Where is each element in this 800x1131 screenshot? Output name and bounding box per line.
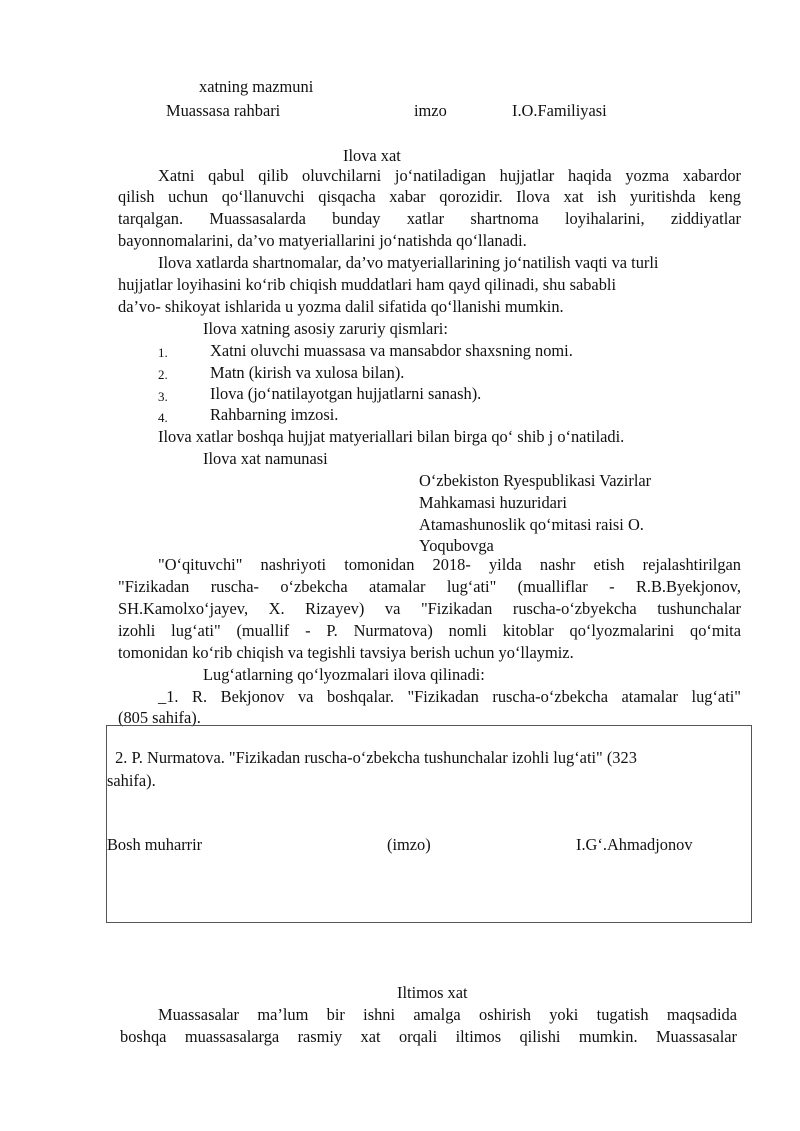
boxed-section (106, 725, 752, 923)
addressee-line: O‘zbekiston Ryespublikasi Vazirlar (419, 471, 652, 490)
list-text: Matn (kirish va xulosa bilan). (210, 363, 405, 382)
attachment-item-2-line: sahifa). (107, 771, 156, 790)
text-line: bayonnomalarini, da’vo matyeriallarini jo‘natishda qo‘llanadi. (118, 231, 527, 250)
signature-role: Muassasa rahbari (166, 101, 281, 120)
text-line: (805 sahifa). (118, 708, 201, 727)
text-line: "O‘qituvchi" nashriyoti tomonidan 2018- yilda nashr etish rejalashtirilgan (158, 555, 741, 574)
list-text: Xatni oluvchi muassasa va mansabdor shaxsning nomi. (210, 341, 573, 360)
parts-heading: Ilova xatning asosiy zaruriy qismlari: (203, 319, 448, 338)
addressee-line: Atamashunoslik qo‘mitasi raisi O. (419, 515, 644, 534)
sign-name: I.G‘.Ahmadjonov (576, 835, 693, 854)
addressee-line: Yoqubovga (419, 536, 494, 555)
text-line: SH.Kamolxo‘jayev, X. Rizayev) va "Fizikadan ruscha-o‘zbyekcha tushunchalar (118, 599, 741, 618)
text-line: boshqa muassasalarga rasmiy xat orqali iltimos qilishi mumkin. Muassasalar (120, 1027, 737, 1046)
signature-sign: imzo (414, 101, 447, 120)
sign-role: Bosh muharrir (107, 835, 203, 854)
text-line: hujjatlar loyihasini ko‘rib chiqish muddatlari ham qayd qilinadi, shu sababli (118, 275, 617, 294)
addressee-line: Mahkamasi huzuridari (419, 493, 567, 512)
list-text: Rahbarning imzosi. (210, 405, 339, 424)
text-line: izohli lug‘ati" (muallif - P. Nurmatova) nomli kitoblar qo‘lyozmalarini qo‘mita (118, 621, 741, 640)
attachment-item-2-line: 2. P. Nurmatova. "Fizikadan ruscha-o‘zbekcha tushunchalar izohli lug‘ati" (323 (111, 748, 637, 767)
sent-together-note: Ilova xatlar boshqa hujjat matyeriallari bilan birga qo‘ shib j o‘natiladi. (158, 427, 625, 446)
text-line: _1. R. Bekjonov va boshqalar. "Fizikadan ruscha-o‘zbekcha atamalar lug‘ati" (158, 687, 741, 706)
attachments-heading: Lug‘atlarning qo‘lyozmalari ilova qilinadi: (203, 665, 485, 684)
list-number: 3. (158, 389, 168, 404)
text-line: da’vo- shikoyat ishlarida u yozma dalil sifatida qo‘llanishi mumkin. (118, 297, 564, 316)
text-line: Muassasalar ma’lum bir ishni amalga oshirish yoki tugatish maqsadida (158, 1005, 737, 1024)
signature-name: I.O.Familiyasi (512, 101, 607, 120)
text-line: qilish uchun qo‘llanuvchi qisqacha xabar qorozidir. Ilova xat ish yuritishda keng (118, 187, 741, 206)
text-line: Ilova xatlarda shartnomalar, da’vo matyeriallarining jo‘natilish vaqti va turli (158, 253, 659, 272)
list-number: 1. (158, 345, 168, 360)
text-line: "Fizikadan ruscha- o‘zbekcha atamalar lug‘ati" (mualliflar - R.B.Byekjonov, (118, 577, 741, 596)
section-title-ilova: Ilova xat (343, 146, 401, 165)
list-text: Ilova (jo‘natilayotgan hujjatlarni sanash). (210, 384, 482, 403)
text-line: Xatni qabul qilib oluvchilarni jo‘natiladigan hujjatlar haqida yozma xabardor (158, 166, 741, 185)
sample-heading: Ilova xat namunasi (203, 449, 328, 468)
sign-sign: (imzo) (387, 835, 431, 854)
list-number: 4. (158, 410, 168, 425)
list-number: 2. (158, 367, 168, 382)
header-top-line: xatning mazmuni (199, 77, 314, 96)
text-line: tarqalgan. Muassasalarda bunday xatlar shartnoma loyihalarini, ziddiyatlar (118, 209, 741, 228)
section-title-iltimos: Iltimos xat (397, 983, 468, 1002)
text-line: tomonidan ko‘rib chiqish va tegishli tavsiya berish uchun yo‘llaymiz. (118, 643, 574, 662)
